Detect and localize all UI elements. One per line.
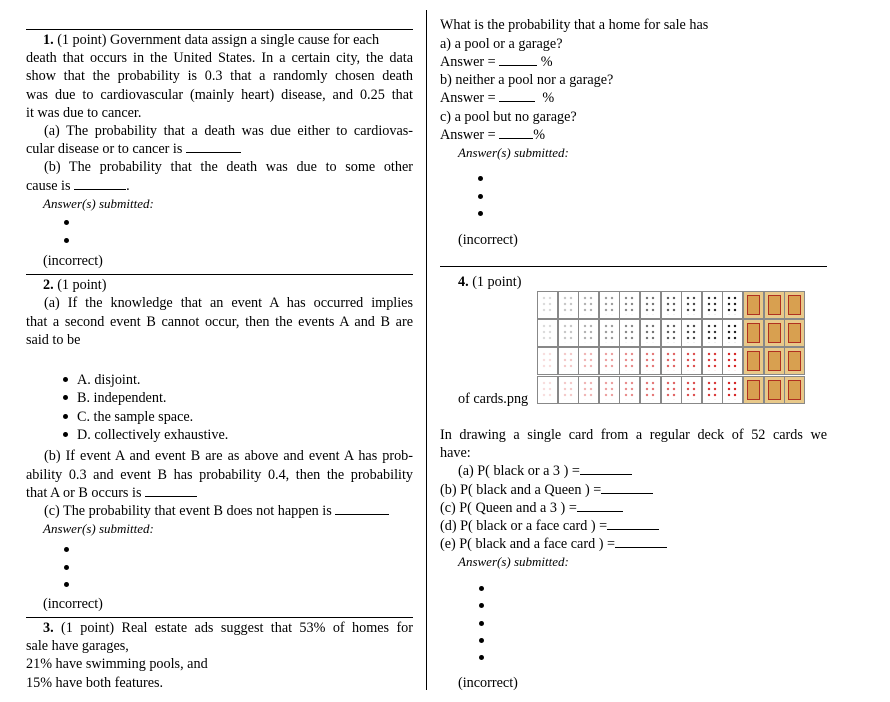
problem-2-part-a: (a) If the knowledge that an event A has occurred implies (44, 295, 413, 311)
card-pips (623, 351, 636, 371)
answer-label: Answer = (440, 54, 496, 70)
answer-blank-3b[interactable] (499, 90, 535, 102)
bullet-icon (64, 547, 69, 552)
card-pips (562, 380, 575, 400)
playing-card (661, 319, 682, 347)
answer-blank-4b[interactable] (601, 482, 653, 494)
problem-2-part-a: that a second event B cannot occur, then the events A and B are (26, 314, 413, 330)
playing-card (578, 376, 599, 404)
answer-blank-4a[interactable] (580, 463, 632, 475)
answer-blank-1a[interactable] (186, 141, 241, 153)
problem-4-part-b (440, 481, 653, 499)
playing-card (558, 376, 579, 404)
card-pips (644, 380, 657, 400)
divider-top-left (26, 29, 413, 30)
problem-4-header (458, 273, 521, 291)
playing-card (702, 347, 723, 375)
playing-card (578, 347, 599, 375)
problem-4-part-b-text: (b) P( black and a Queen ) = (440, 482, 602, 498)
problem-2-part-c-line (44, 502, 389, 520)
problem-3-text: 21% have swimming pools, and (26, 656, 208, 672)
playing-card (702, 376, 723, 404)
problem-2-header-text: (1 point) (53, 277, 107, 293)
problem-2-part-c-text: (c) The probability that event B does not happen is (44, 503, 332, 519)
bullet-icon (64, 238, 69, 243)
problem-3-part-b: b) neither a pool nor a garage? (440, 72, 614, 88)
problem-3-text: sale have garages, (26, 638, 129, 654)
playing-card (681, 291, 702, 319)
option-a[interactable]: A. disjoint. (77, 372, 141, 388)
problem-1-part-a-text: cular disease or to cancer is (26, 141, 183, 157)
playing-card (784, 319, 805, 347)
playing-card (661, 376, 682, 404)
problem-2-part-a: said to be (26, 332, 81, 348)
playing-card (743, 319, 764, 347)
card-pips (582, 351, 595, 371)
playing-card (537, 291, 558, 319)
playing-card (743, 376, 764, 404)
option-d[interactable]: D. collectively exhaustive. (77, 427, 229, 443)
card-pips (706, 351, 719, 371)
card-pips (541, 323, 554, 343)
problem-2-part-b: (b) If event A and event B are as above and event A has prob- (44, 448, 413, 464)
divider (440, 266, 827, 267)
problem-1-text: was due to cardiovascular (mainly heart) disease, and 0.25 that (26, 87, 413, 103)
card-pips (665, 351, 678, 371)
status-incorrect: (incorrect) (458, 232, 518, 248)
playing-card (764, 319, 785, 347)
problem-4-part-a (458, 462, 632, 480)
problem-4-part-c-text: (c) P( Queen and a 3 ) = (440, 500, 577, 516)
playing-card (537, 376, 558, 404)
status-incorrect: (incorrect) (43, 253, 103, 269)
answer-blank-4e[interactable] (615, 536, 667, 548)
card-pips (623, 380, 636, 400)
problem-2-part-b: ability 0.3 and event B has probability 0.4, then the probability (26, 467, 413, 483)
answers-submitted-label: Answer(s) submitted: (458, 554, 569, 569)
playing-card (722, 319, 743, 347)
playing-card (661, 347, 682, 375)
answer-label: Answer = (440, 127, 496, 143)
bullet-icon (479, 603, 484, 608)
card-pips (623, 295, 636, 315)
card-pips (706, 380, 719, 400)
playing-card (578, 291, 599, 319)
problem-1-text: it was due to cancer. (26, 105, 142, 121)
problem-3-part-c: c) a pool but no garage? (440, 109, 577, 125)
card-pips (706, 323, 719, 343)
card-pips (644, 351, 657, 371)
playing-card (558, 319, 579, 347)
playing-card (743, 347, 764, 375)
bullet-icon (478, 194, 483, 199)
divider (26, 274, 413, 275)
percent-sign: % (533, 127, 546, 143)
column-separator (426, 10, 427, 690)
answers-submitted-label: Answer(s) submitted: (43, 196, 154, 211)
answer-blank-1b[interactable] (74, 178, 126, 190)
bullet-icon (64, 582, 69, 587)
card-pips (582, 323, 595, 343)
problem-4-intro: have: (440, 445, 471, 461)
problem-3-text: 15% have both features. (26, 675, 164, 691)
status-incorrect: (incorrect) (458, 675, 518, 691)
problem-1-part-b: (b) The probability that the death was due to some other (44, 159, 413, 175)
playing-card (722, 291, 743, 319)
problem-4-number: 4. (458, 274, 469, 290)
playing-card (599, 319, 620, 347)
problem-4-part-a-text: (a) P( black or a 3 ) = (458, 463, 580, 479)
answers-submitted-label: Answer(s) submitted: (43, 521, 154, 536)
playing-card (702, 319, 723, 347)
problem-4-part-d (440, 517, 659, 535)
playing-card (619, 291, 640, 319)
answer-blank-2b[interactable] (145, 485, 197, 497)
playing-card (702, 291, 723, 319)
answer-blank-3a[interactable] (499, 54, 537, 66)
period: . (126, 178, 130, 194)
playing-card (619, 319, 640, 347)
problem-3-part-a: a) a pool or a garage? (440, 36, 563, 52)
bullet-icon (479, 586, 484, 591)
playing-card (619, 376, 640, 404)
playing-card (743, 291, 764, 319)
playing-card (661, 291, 682, 319)
deck-of-cards-image (537, 291, 807, 404)
card-pips (541, 295, 554, 315)
bullet-icon (64, 220, 69, 225)
problem-2-part-b-line (26, 484, 197, 502)
image-caption: of cards.png (458, 391, 529, 407)
problem-1-header (43, 31, 379, 49)
card-pips (541, 351, 554, 371)
playing-card (619, 347, 640, 375)
answer-blank-4d[interactable] (607, 518, 659, 530)
problem-4-intro: In drawing a single card from a regular deck of 52 cards we (440, 427, 827, 443)
card-pips (726, 323, 739, 343)
playing-card (764, 291, 785, 319)
card-pips (726, 380, 739, 400)
playing-card (681, 347, 702, 375)
card-pips (685, 295, 698, 315)
bullet-icon (478, 176, 483, 181)
problem-1-header-text: (1 point) Government data assign a single cause for each (53, 32, 380, 48)
problem-1-number: 1. (43, 32, 54, 48)
playing-card (599, 376, 620, 404)
divider (26, 617, 413, 618)
answer-blank-2c[interactable] (335, 503, 389, 515)
problem-1-part-b-line (26, 177, 130, 195)
problem-2-part-b-text: that A or B occurs is (26, 485, 142, 501)
card-pips (726, 351, 739, 371)
bullet-icon (479, 638, 484, 643)
problem-1-part-a-line (26, 140, 241, 158)
problem-3-header (43, 619, 413, 637)
problem-3-header-text: (1 point) Real estate ads suggest that 53% of homes for (53, 620, 413, 636)
bullet-icon (478, 211, 483, 216)
card-pips (644, 295, 657, 315)
playing-card (784, 347, 805, 375)
status-incorrect: (incorrect) (43, 596, 103, 612)
playing-card (558, 347, 579, 375)
playing-card (599, 291, 620, 319)
playing-card (640, 347, 661, 375)
playing-card (599, 347, 620, 375)
problem-1-text: show that the probability is 0.3 that a randomly chosen death (26, 68, 413, 84)
card-pips (685, 380, 698, 400)
card-pips (603, 295, 616, 315)
problem-3-answer-a (440, 53, 553, 71)
playing-card (681, 319, 702, 347)
card-pips (582, 295, 595, 315)
card-pips (685, 323, 698, 343)
card-pips (665, 323, 678, 343)
card-pips (706, 295, 719, 315)
card-pips (562, 295, 575, 315)
problem-2-number: 2. (43, 277, 54, 293)
playing-card (558, 291, 579, 319)
option-b[interactable]: B. independent. (77, 390, 167, 406)
bullet-icon (63, 414, 68, 419)
problem-4-part-d-text: (d) P( black or a face card ) = (440, 518, 608, 534)
problem-1-text: death that occurs in the United States. In a certain city, the data (26, 50, 413, 66)
bullet-icon (64, 565, 69, 570)
playing-card (640, 376, 661, 404)
bullet-icon (479, 655, 484, 660)
playing-card (784, 376, 805, 404)
card-pips (644, 323, 657, 343)
answer-blank-3c[interactable] (499, 127, 533, 139)
card-pips (562, 351, 575, 371)
playing-card (578, 319, 599, 347)
card-pips (603, 323, 616, 343)
problem-4-part-e-text: (e) P( black and a face card ) = (440, 536, 615, 552)
card-pips (603, 351, 616, 371)
playing-card (640, 319, 661, 347)
answer-blank-4c[interactable] (577, 500, 623, 512)
card-pips (541, 380, 554, 400)
playing-card (764, 376, 785, 404)
playing-card (537, 319, 558, 347)
card-pips (582, 380, 595, 400)
bullet-icon (63, 377, 68, 382)
card-pips (665, 295, 678, 315)
percent-sign: % (540, 54, 553, 70)
problem-4-part-e (440, 535, 667, 553)
problem-3-answer-c (440, 126, 545, 144)
problem-1-part-b-text: cause is (26, 178, 71, 194)
problem-1-part-a: (a) The probability that a death was due either to cardiovas- (44, 123, 413, 139)
card-pips (665, 380, 678, 400)
playing-card (640, 291, 661, 319)
option-c[interactable]: C. the sample space. (77, 409, 194, 425)
playing-card (537, 347, 558, 375)
bullet-icon (63, 395, 68, 400)
playing-card (784, 291, 805, 319)
bullet-icon (479, 621, 484, 626)
card-pips (685, 351, 698, 371)
playing-card (722, 376, 743, 404)
playing-card (681, 376, 702, 404)
card-pips (623, 323, 636, 343)
problem-4-part-c (440, 499, 623, 517)
card-pips (726, 295, 739, 315)
problem-4-header-text: (1 point) (468, 274, 522, 290)
card-pips (603, 380, 616, 400)
answers-submitted-label: Answer(s) submitted: (458, 145, 569, 160)
answer-label: Answer = (440, 90, 496, 106)
problem-3-question: What is the probability that a home for sale has (440, 17, 709, 33)
problem-3-answer-b (440, 89, 554, 107)
problem-3-number: 3. (43, 620, 54, 636)
bullet-icon (63, 432, 68, 437)
playing-card (722, 347, 743, 375)
playing-card (764, 347, 785, 375)
problem-2-header (43, 276, 106, 294)
card-pips (562, 323, 575, 343)
percent-sign: % (542, 90, 555, 106)
